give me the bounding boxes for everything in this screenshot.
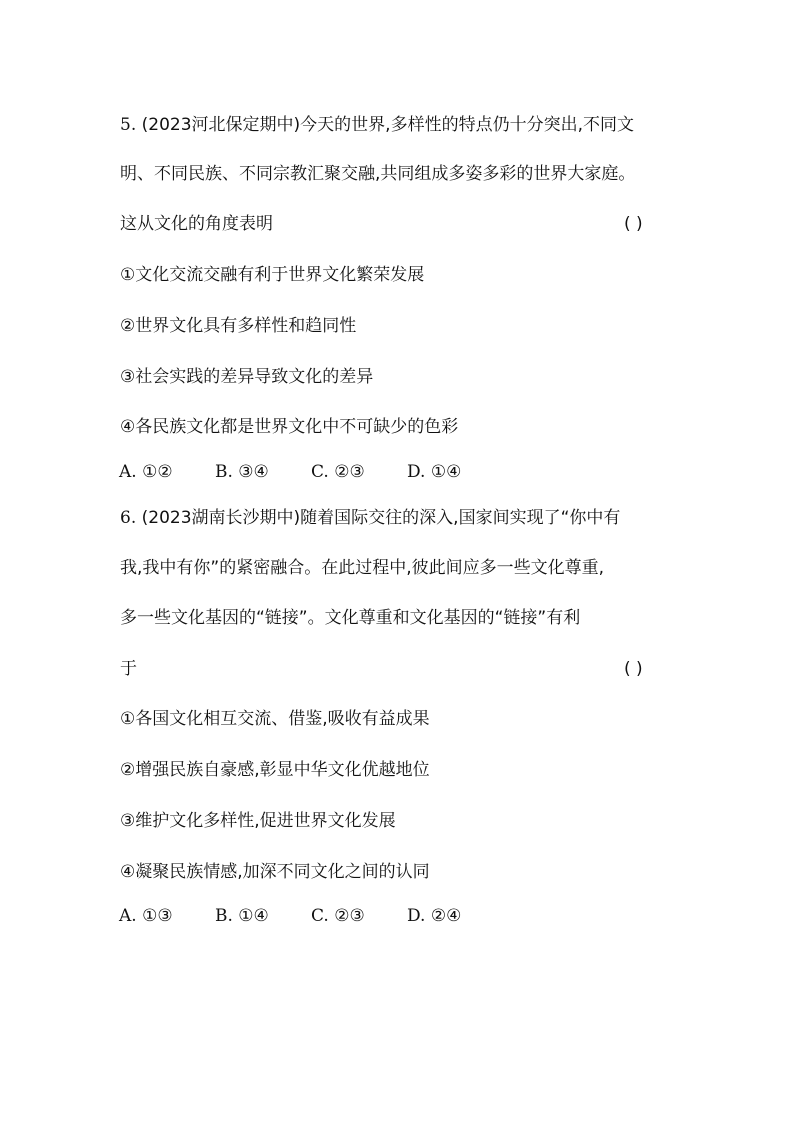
question-5-choice-b: B. ③④ — [215, 462, 269, 482]
question-6-number: 6. — [120, 508, 137, 528]
question-5-option-2: ②世界文化具有多样性和趋同性 — [120, 316, 357, 336]
question-5-option-1: ①文化交流交融有利于世界文化繁荣发展 — [120, 265, 425, 285]
question-6-stem-line-4: 于 — [120, 659, 137, 679]
question-6-stem-line-3: 多一些文化基因的“链接”。文化尊重和文化基因的“链接”有利 — [120, 608, 581, 628]
question-6-choice-c: C. ②③ — [311, 906, 365, 926]
question-6-option-1: ①各国文化相互交流、借鉴,吸收有益成果 — [120, 709, 430, 729]
question-5-option-4: ④各民族文化都是世界文化中不可缺少的色彩 — [120, 417, 459, 437]
question-6-option-3: ③维护文化多样性,促进世界文化发展 — [120, 811, 396, 831]
question-6-choice-b: B. ①④ — [215, 906, 269, 926]
question-6-option-4: ④凝聚民族情感,加深不同文化之间的认同 — [120, 862, 430, 882]
question-5-choice-c: C. ②③ — [311, 462, 365, 482]
question-6-line-1 — [120, 507, 620, 529]
question-5-stem-line-3: 这从文化的角度表明 — [120, 214, 273, 234]
question-5-choice-a: A. ①② — [119, 462, 173, 482]
question-6-option-2: ②增强民族自豪感,彰显中华文化优越地位 — [120, 760, 430, 780]
question-6-stem-line-1: (2023湖南长沙期中)随着国际交往的深入,国家间实现了“你中有 — [141, 508, 621, 528]
question-5-line-1 — [120, 114, 634, 136]
question-5-stem-line-1: (2023河北保定期中)今天的世界,多样性的特点仍十分突出,不同文 — [141, 115, 634, 135]
question-6-choice-a: A. ①③ — [119, 906, 173, 926]
question-5-answer-blank: ( ) — [624, 214, 643, 234]
question-5-number: 5. — [120, 115, 137, 135]
question-5-option-3: ③社会实践的差异导致文化的差异 — [120, 367, 374, 387]
question-6-answer-blank: ( ) — [624, 659, 643, 679]
question-6-stem-line-2: 我,我中有你”的紧密融合。在此过程中,彼此间应多一些文化尊重, — [120, 558, 605, 578]
question-6-choice-d: D. ②④ — [407, 906, 462, 926]
question-5-choice-d: D. ①④ — [407, 462, 462, 482]
question-5-stem-line-2: 明、不同民族、不同宗教汇聚交融,共同组成多姿多彩的世界大家庭。 — [120, 164, 636, 184]
